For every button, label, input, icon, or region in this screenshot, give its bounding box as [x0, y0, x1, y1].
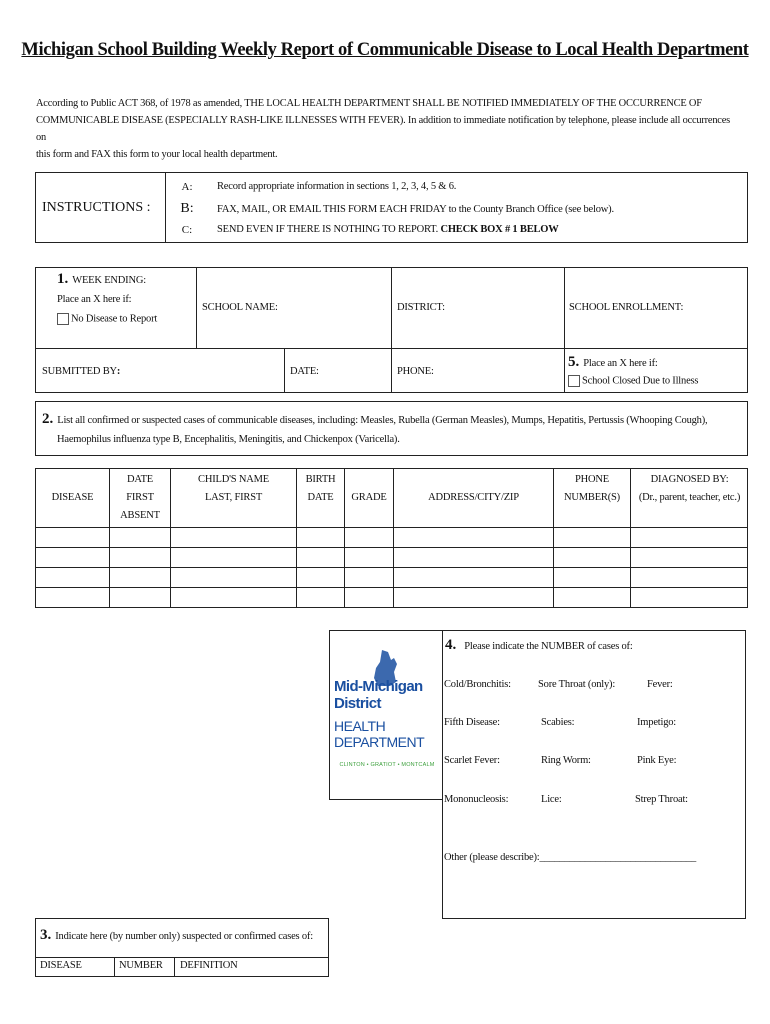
header-line: DISEASE — [51, 492, 94, 503]
page-title: Michigan School Building Weekly Report of Communicable Disease to Local Health Department — [21, 40, 749, 60]
header-line: ABSENT — [120, 510, 160, 521]
col-header-disease — [36, 489, 109, 507]
divider — [165, 172, 166, 243]
section3-heading: Indicate here (by number only) suspected or confirmed cases of: — [55, 931, 313, 942]
intro-line: this form and FAX this form to your local health department. — [36, 149, 278, 160]
header-line: CHILD'S NAME — [198, 474, 269, 485]
divider — [174, 957, 175, 977]
instruction-text-normal: SEND EVEN IF THERE IS NOTHING TO REPORT. — [217, 224, 441, 235]
divider — [196, 267, 197, 348]
section-number: 1. — [57, 271, 69, 287]
header-line: LAST, FIRST — [204, 492, 263, 503]
divider — [284, 348, 285, 393]
header-line: BIRTH — [305, 474, 336, 485]
instruction-text: FAX, MAIL, OR EMAIL THIS FORM EACH FRIDAY to the County Branch Office (see below). — [217, 204, 614, 215]
submitted-by-text: SUBMITTED BY — [42, 366, 117, 377]
section-number: 3. — [40, 927, 52, 943]
header-line: (Dr., parent, teacher, etc.) — [638, 492, 741, 503]
section2-text: Haemophilus influenza type B, Encephalitis, Meningitis, and Chickenpox (Varicella). — [57, 434, 400, 445]
col-header-grade — [345, 489, 393, 507]
school-name-label: SCHOOL NAME: — [202, 302, 278, 313]
intro-line: COMMUNICABLE DISEASE (ESPECIALLY RASH-LIKE ILLNESSES WITH FEVER). In addition to immediate notification by telephone, please include all occurrences on — [36, 115, 730, 143]
col-header-diagnosed-by — [631, 471, 748, 507]
header-line: DATE — [307, 492, 334, 503]
week-ending-label: WEEK ENDING: — [72, 275, 146, 286]
case-count-label: Fever: — [647, 679, 673, 690]
logo-line3: CLINTON • GRATIOT • MONTCALM — [339, 762, 435, 768]
header-line: DATE — [126, 474, 154, 485]
no-disease-label: No Disease to Report — [71, 313, 158, 325]
case-count-label: Mononucleosis: — [444, 794, 509, 805]
instruction-letter: C: — [181, 224, 193, 236]
no-disease-checkbox[interactable] — [57, 313, 69, 325]
header-line: PHONE — [574, 474, 609, 485]
case-count-label: Fifth Disease: — [444, 717, 500, 728]
instruction-text — [217, 224, 559, 235]
no-disease-option[interactable] — [57, 313, 157, 325]
intro-paragraph — [36, 95, 741, 163]
instruction-text: Record appropriate information in sections 1, 2, 3, 4, 5 & 6. — [217, 181, 457, 192]
divider — [35, 957, 329, 958]
section4-box — [442, 630, 746, 919]
section4-header — [445, 636, 633, 654]
other-describe-field[interactable]: Other (please describe):_______________________________ — [444, 852, 697, 863]
instructions-label: INSTRUCTIONS : — [42, 200, 151, 215]
col-header-date-first-absent — [110, 471, 170, 525]
logo-line1: Mid-Michigan District — [334, 678, 423, 712]
section-number: 2. — [42, 411, 54, 427]
header-line: ADDRESS/CITY/ZIP — [428, 492, 519, 503]
submitted-by-label — [42, 366, 120, 377]
instruction-letter: A: — [181, 181, 193, 193]
section5-header — [568, 353, 658, 371]
logo-line2: HEALTH DEPARTMENT — [334, 718, 425, 750]
header-line: DIAGNOSED BY: — [650, 474, 729, 485]
col-header-child-name — [171, 471, 296, 507]
date-label: DATE: — [290, 366, 319, 377]
case-count-label: Lice: — [541, 794, 562, 805]
section3-col-number: NUMBER — [119, 960, 163, 971]
col-header-birth-date — [297, 471, 344, 507]
section3-header — [40, 926, 313, 944]
table-row-line — [35, 547, 748, 548]
school-closed-checkbox[interactable] — [568, 375, 580, 387]
col-header-phone — [554, 471, 630, 507]
section4-heading: Please indicate the NUMBER of cases of: — [464, 641, 633, 652]
section5-place-x: Place an X here if: — [583, 358, 658, 369]
school-closed-label: School Closed Due to Illness — [582, 375, 699, 387]
case-count-label: Scabies: — [541, 717, 575, 728]
section1-header — [57, 270, 146, 288]
case-count-label: Ring Worm: — [541, 755, 591, 766]
case-count-label: Pink Eye: — [637, 755, 677, 766]
section2-line1 — [42, 410, 707, 428]
table-row-line — [35, 587, 748, 588]
table-row-line — [35, 567, 748, 568]
header-line: NUMBER(S) — [564, 492, 620, 503]
divider — [114, 957, 115, 977]
table-row-line — [35, 527, 748, 528]
section2-text: List all confirmed or suspected cases of communicable diseases, including: Measles, Rubella (German Measles), Mumps, Hepatitis, Pertussis (Whooping Cough), — [57, 415, 708, 426]
intro-line: According to Public ACT 368, of 1978 as amended, THE LOCAL HEALTH DEPARTMENT SHALL BE NOTIFIED IMMEDIATELY OF THE OCCURRENCE OF — [36, 98, 702, 109]
instruction-text-bold: CHECK BOX # 1 BELOW — [440, 224, 559, 235]
header-line: GRADE — [351, 492, 387, 503]
case-count-label: Sore Throat (only): — [538, 679, 616, 690]
header-line: FIRST — [126, 492, 154, 503]
divider — [391, 267, 392, 393]
health-department-logo — [334, 652, 440, 768]
section-number: 5. — [568, 354, 580, 370]
instruction-letter: B: — [180, 201, 194, 216]
school-closed-option[interactable] — [568, 375, 698, 387]
case-count-label: Scarlet Fever: — [444, 755, 500, 766]
submitted-by-colon: : — [116, 366, 121, 377]
case-count-label: Impetigo: — [637, 717, 677, 728]
district-label: DISTRICT: — [397, 302, 445, 313]
place-x-label: Place an X here if: — [57, 294, 132, 305]
section3-col-disease: DISEASE — [40, 960, 82, 971]
section3-col-definition: DEFINITION — [180, 960, 238, 971]
case-count-label: Strep Throat: — [635, 794, 688, 805]
section-number: 4. — [445, 637, 457, 653]
col-header-address — [394, 489, 553, 507]
divider — [564, 267, 565, 393]
case-count-label: Cold/Bronchitis: — [444, 679, 511, 690]
phone-label: PHONE: — [397, 366, 434, 377]
enrollment-label: SCHOOL ENROLLMENT: — [569, 302, 684, 313]
